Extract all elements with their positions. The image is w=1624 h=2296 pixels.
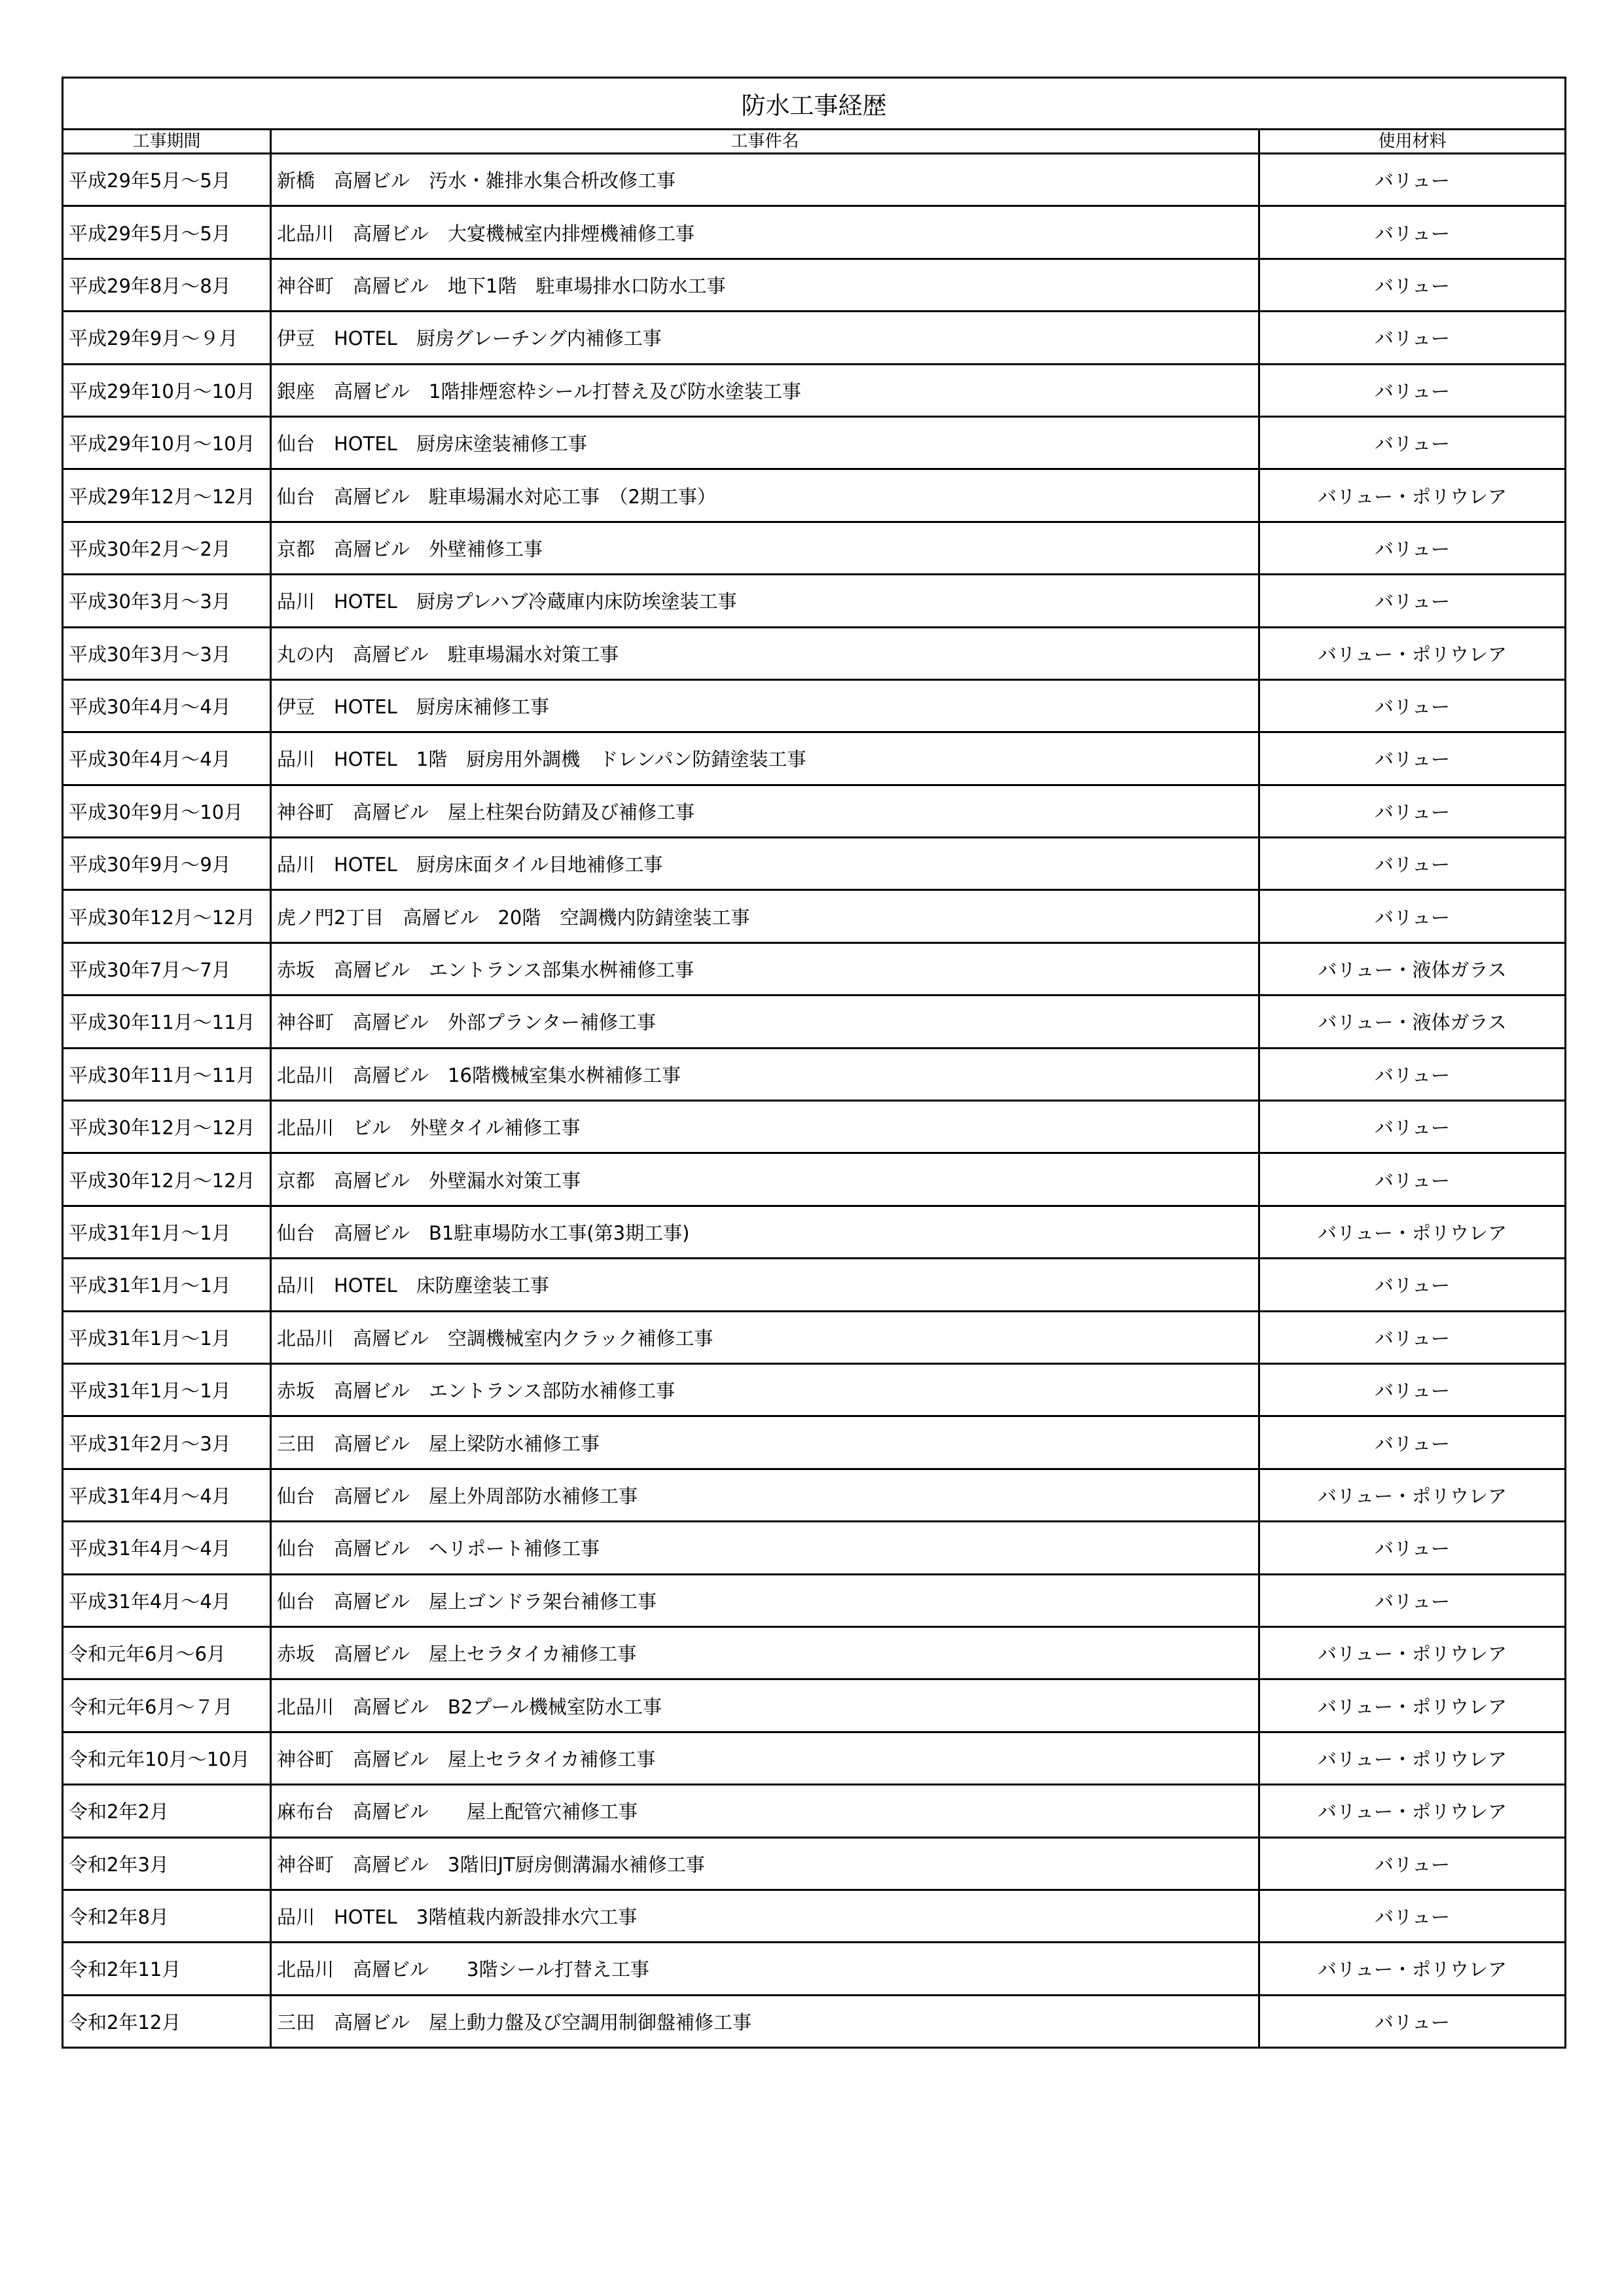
cell-material: バリュー (1259, 785, 1566, 837)
cell-material: バリュー (1259, 522, 1566, 574)
table-row (63, 1943, 1566, 1995)
cell-material: バリュー・液体ガラス (1259, 996, 1566, 1048)
cell-material: バリュー (1259, 1837, 1566, 1890)
cell-period: 令和2年8月 (63, 1890, 271, 1942)
cell-material: バリュー・ポリウレア (1259, 1785, 1566, 1837)
column-header-period: 工事期間 (63, 130, 271, 154)
cell-material: バリュー (1259, 1890, 1566, 1942)
cell-period: 平成29年9月～９月 (63, 312, 271, 364)
cell-material: バリュー (1259, 1259, 1566, 1311)
cell-period: 令和2年2月 (63, 1785, 271, 1837)
cell-material: バリュー (1259, 312, 1566, 364)
cell-period: 平成30年12月～12月 (63, 1153, 271, 1206)
table-row (63, 1837, 1566, 1890)
cell-period: 平成30年3月～3月 (63, 627, 271, 679)
cell-name: 品川 HOTEL 厨房床面タイル目地補修工事 (271, 838, 1259, 890)
cell-name: 丸の内 高層ビル 駐車場漏水対策工事 (271, 627, 1259, 679)
table-row (63, 1153, 1566, 1206)
cell-name: 京都 高層ビル 外壁補修工事 (271, 522, 1259, 574)
cell-material: バリュー・ポリウレア (1259, 1626, 1566, 1679)
cell-period: 平成29年12月～12月 (63, 469, 271, 522)
cell-material: バリュー (1259, 1363, 1566, 1416)
table-row (63, 259, 1566, 311)
table-row (63, 996, 1566, 1048)
cell-name: 銀座 高層ビル 1階排煙窓枠シール打替え及び防水塗装工事 (271, 364, 1259, 416)
table-row (63, 732, 1566, 785)
cell-period: 平成31年4月～4月 (63, 1469, 271, 1521)
cell-material: バリュー (1259, 575, 1566, 627)
cell-name: 北品川 高層ビル 大宴機械室内排煙機補修工事 (271, 206, 1259, 259)
cell-period: 平成30年9月～10月 (63, 785, 271, 837)
cell-material: バリュー (1259, 364, 1566, 416)
cell-material: バリュー・ポリウレア (1259, 469, 1566, 522)
table-row (63, 469, 1566, 522)
cell-period: 平成31年1月～1月 (63, 1206, 271, 1258)
cell-material: バリュー (1259, 838, 1566, 890)
cell-name: 麻布台 高層ビル 屋上配管穴補修工事 (271, 1785, 1259, 1837)
column-header-name: 工事件名 (271, 130, 1259, 154)
cell-period: 令和元年6月～７月 (63, 1679, 271, 1732)
cell-name: 神谷町 高層ビル 屋上柱架台防錆及び補修工事 (271, 785, 1259, 837)
table-row (63, 522, 1566, 574)
cell-name: 神谷町 高層ビル 屋上セラタイカ補修工事 (271, 1732, 1259, 1784)
cell-period: 令和2年11月 (63, 1943, 271, 1995)
cell-name: 伊豆 HOTEL 厨房床補修工事 (271, 679, 1259, 732)
cell-name: 仙台 高層ビル 屋上外周部防水補修工事 (271, 1469, 1259, 1521)
cell-period: 平成29年10月～10月 (63, 364, 271, 416)
cell-name: 仙台 高層ビル 屋上ゴンドラ架台補修工事 (271, 1574, 1259, 1626)
cell-name: 赤坂 高層ビル エントランス部防水補修工事 (271, 1363, 1259, 1416)
table-row (63, 1626, 1566, 1679)
table-row (63, 1995, 1566, 2047)
table-row (63, 1469, 1566, 1521)
cell-period: 令和2年3月 (63, 1837, 271, 1890)
table-row (63, 1048, 1566, 1100)
table-row (63, 1101, 1566, 1153)
cell-period: 平成31年1月～1月 (63, 1363, 271, 1416)
table-row (63, 890, 1566, 942)
table-row (63, 1732, 1566, 1784)
cell-material: バリュー (1259, 1522, 1566, 1574)
cell-material: バリュー (1259, 1101, 1566, 1153)
cell-name: 神谷町 高層ビル 外部プランター補修工事 (271, 996, 1259, 1048)
cell-material: バリュー (1259, 1416, 1566, 1469)
cell-name: 三田 高層ビル 屋上動力盤及び空調用制御盤補修工事 (271, 1995, 1259, 2047)
cell-name: 赤坂 高層ビル エントランス部集水桝補修工事 (271, 942, 1259, 995)
cell-material: バリュー (1259, 1048, 1566, 1100)
table-row (63, 679, 1566, 732)
cell-name: 北品川 高層ビル B2プール機械室防水工事 (271, 1679, 1259, 1732)
cell-name: 北品川 高層ビル 16階機械室集水桝補修工事 (271, 1048, 1259, 1100)
cell-name: 仙台 高層ビル ヘリポート補修工事 (271, 1522, 1259, 1574)
cell-period: 令和2年12月 (63, 1995, 271, 2047)
cell-name: 北品川 高層ビル 空調機械室内クラック補修工事 (271, 1311, 1259, 1363)
cell-period: 平成30年3月～3月 (63, 575, 271, 627)
cell-period: 平成29年5月～5月 (63, 206, 271, 259)
cell-period: 平成30年12月～12月 (63, 890, 271, 942)
cell-name: 品川 HOTEL 3階植栽内新設排水穴工事 (271, 1890, 1259, 1942)
table-row (63, 942, 1566, 995)
cell-name: 三田 高層ビル 屋上梁防水補修工事 (271, 1416, 1259, 1469)
cell-name: 仙台 高層ビル 駐車場漏水対応工事 （2期工事） (271, 469, 1259, 522)
table-row (63, 627, 1566, 679)
cell-material: バリュー (1259, 890, 1566, 942)
cell-material: バリュー・ポリウレア (1259, 1469, 1566, 1521)
table-row (63, 1679, 1566, 1732)
table-row (63, 1259, 1566, 1311)
cell-period: 平成31年4月～4月 (63, 1522, 271, 1574)
cell-period: 平成30年11月～11月 (63, 1048, 271, 1100)
cell-material: バリュー・ポリウレア (1259, 1206, 1566, 1258)
cell-period: 平成29年8月～8月 (63, 259, 271, 311)
cell-period: 平成29年5月～5月 (63, 154, 271, 206)
cell-period: 平成30年4月～4月 (63, 679, 271, 732)
table-row (63, 1416, 1566, 1469)
cell-name: 仙台 HOTEL 厨房床塗装補修工事 (271, 416, 1259, 469)
table-row (63, 1311, 1566, 1363)
cell-period: 平成30年11月～11月 (63, 996, 271, 1048)
table-row (63, 416, 1566, 469)
table-row (63, 1206, 1566, 1258)
table-row (63, 206, 1566, 259)
page-title: 防水工事経歴 (63, 78, 1566, 130)
table-row (63, 575, 1566, 627)
cell-name: 赤坂 高層ビル 屋上セラタイカ補修工事 (271, 1626, 1259, 1679)
cell-material: バリュー・液体ガラス (1259, 942, 1566, 995)
cell-name: 神谷町 高層ビル 地下1階 駐車場排水口防水工事 (271, 259, 1259, 311)
cell-period: 平成31年1月～1月 (63, 1311, 271, 1363)
cell-material: バリュー (1259, 1995, 1566, 2047)
cell-material: バリュー (1259, 1574, 1566, 1626)
table-body (63, 154, 1566, 2048)
cell-name: 虎ノ門2丁目 高層ビル 20階 空調機内防錆塗装工事 (271, 890, 1259, 942)
cell-material: バリュー (1259, 206, 1566, 259)
cell-period: 平成31年1月～1月 (63, 1259, 271, 1311)
table-row (63, 1574, 1566, 1626)
cell-material: バリュー・ポリウレア (1259, 627, 1566, 679)
cell-material: バリュー (1259, 679, 1566, 732)
table-row (63, 312, 1566, 364)
table-row (63, 1785, 1566, 1837)
cell-material: バリュー・ポリウレア (1259, 1943, 1566, 1995)
table-row (63, 838, 1566, 890)
cell-period: 平成30年7月～7月 (63, 942, 271, 995)
table-row (63, 1363, 1566, 1416)
construction-history-table (62, 77, 1566, 2049)
table-row (63, 1522, 1566, 1574)
cell-name: 品川 HOTEL 1階 厨房用外調機 ドレンパン防錆塗装工事 (271, 732, 1259, 785)
cell-period: 平成30年12月～12月 (63, 1101, 271, 1153)
table-row (63, 1890, 1566, 1942)
cell-material: バリュー (1259, 1311, 1566, 1363)
table-row (63, 154, 1566, 206)
cell-material: バリュー (1259, 416, 1566, 469)
cell-period: 平成29年10月～10月 (63, 416, 271, 469)
cell-material: バリュー (1259, 259, 1566, 311)
cell-name: 品川 HOTEL 床防塵塗装工事 (271, 1259, 1259, 1311)
cell-name: 北品川 ビル 外壁タイル補修工事 (271, 1101, 1259, 1153)
cell-name: 仙台 高層ビル B1駐車場防水工事(第3期工事) (271, 1206, 1259, 1258)
cell-period: 平成31年4月～4月 (63, 1574, 271, 1626)
cell-material: バリュー (1259, 1153, 1566, 1206)
cell-period: 令和元年6月～6月 (63, 1626, 271, 1679)
cell-period: 平成30年2月～2月 (63, 522, 271, 574)
cell-material: バリュー (1259, 732, 1566, 785)
cell-name: 北品川 高層ビル 3階シール打替え工事 (271, 1943, 1259, 1995)
table-row (63, 785, 1566, 837)
column-header-material: 使用材料 (1259, 130, 1566, 154)
cell-name: 神谷町 高層ビル 3階旧JT厨房側溝漏水補修工事 (271, 1837, 1259, 1890)
cell-name: 品川 HOTEL 厨房プレハブ冷蔵庫内床防埃塗装工事 (271, 575, 1259, 627)
cell-material: バリュー・ポリウレア (1259, 1732, 1566, 1784)
cell-name: 伊豆 HOTEL 厨房グレーチング内補修工事 (271, 312, 1259, 364)
cell-period: 平成31年2月～3月 (63, 1416, 271, 1469)
cell-material: バリュー・ポリウレア (1259, 1679, 1566, 1732)
cell-material: バリュー (1259, 154, 1566, 206)
cell-period: 平成30年9月～9月 (63, 838, 271, 890)
cell-name: 京都 高層ビル 外壁漏水対策工事 (271, 1153, 1259, 1206)
table-row (63, 364, 1566, 416)
cell-period: 平成30年4月～4月 (63, 732, 271, 785)
cell-name: 新橋 高層ビル 汚水・雑排水集合枡改修工事 (271, 154, 1259, 206)
cell-period: 令和元年10月～10月 (63, 1732, 271, 1784)
